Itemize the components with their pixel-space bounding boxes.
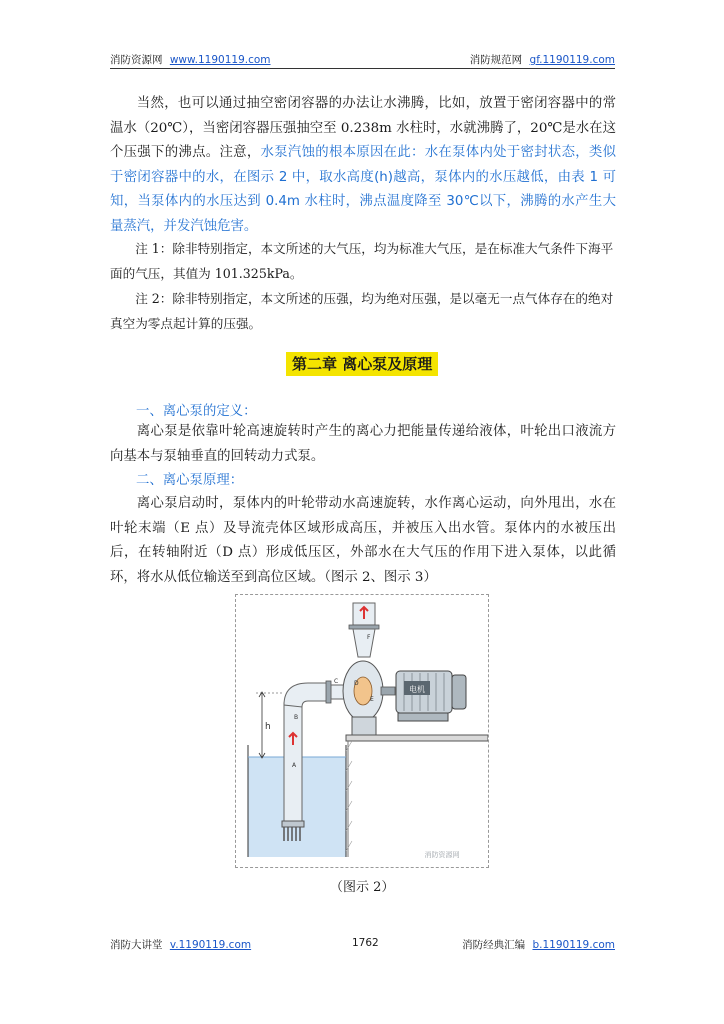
figure-caption: （图示 2） bbox=[330, 880, 395, 895]
footer-right-label: 消防经典汇编 bbox=[462, 939, 526, 951]
pump-base bbox=[352, 717, 376, 735]
pump-platform bbox=[346, 735, 488, 741]
pump-shaft bbox=[381, 687, 395, 695]
header-right-link[interactable]: gf.1190119.com bbox=[529, 54, 615, 66]
cavitation-highlight: 水泵汽蚀的根本原因在此：水在泵体内处于密封状态，类似于密闭容器中的水，在图示 2 中，取水高度(h)越高，泵体内的水压越低，由表 1 可知，当泵体内的水压达到 0.4m 水柱时，沸点温度降至 30℃以下，沸腾的水产生大量蒸汽，并发汽蚀危害。 bbox=[110, 145, 617, 234]
note-1: 注 1：除非特别指定，本文所述的大气压，均为标准大气压，是在标准大气条件下海平面的气压，其值为 101.325kPa。 bbox=[110, 241, 614, 281]
header-left-link[interactable]: www.1190119.com bbox=[169, 54, 271, 66]
discharge-flange bbox=[349, 625, 379, 629]
header-left-label: 消防资源网 bbox=[110, 54, 163, 66]
section-2-text: 离心泵启动时，泵体内的叶轮带动水高速旋转，水作离心运动，向外甩出，水在叶轮末端（E 点）及导流壳体区域形成高压，并被压入出水管。泵体内的水被压出后，在转轴附近（D 点）形成低压区，外部水在大气压的作用下进入泵体，以此循环，将水从低位输送至到高位区域。（图示 2、图示 3） bbox=[110, 496, 616, 585]
pump-diagram-figure bbox=[235, 594, 489, 868]
section-1-text: 离心泵是依靠叶轮高速旋转时产生的离心力把能量传递给液体，叶轮出口液流方向基本与泵轴垂直的回转动力式泵。 bbox=[110, 424, 616, 464]
footer-right-link[interactable]: b.1190119.com bbox=[532, 939, 615, 951]
centrifugal-pump-diagram bbox=[236, 595, 488, 867]
footer-left-label: 消防大讲堂 bbox=[110, 939, 163, 951]
footer-left-link[interactable]: v.1190119.com bbox=[169, 939, 252, 951]
section-2-title: 二、离心泵原理： bbox=[136, 473, 244, 488]
point-label-e: E bbox=[370, 696, 374, 703]
header-left bbox=[110, 52, 271, 67]
chapter-title: 第二章 离心泵及原理 bbox=[286, 352, 438, 376]
note-2: 注 2：除非特别指定，本文所述的压强，均为绝对压强，是以毫无一点气体存在的绝对真空为零点起计算的压强。 bbox=[110, 291, 614, 331]
point-label-c: C bbox=[334, 678, 339, 685]
point-label-d: D bbox=[354, 680, 359, 687]
suction-elbow bbox=[284, 683, 328, 707]
header-right-label: 消防规范网 bbox=[469, 54, 523, 66]
page-header bbox=[110, 52, 615, 69]
motor-fan-cover bbox=[452, 675, 466, 709]
page-number: 1762 bbox=[352, 937, 379, 949]
figure-watermark: 消防资源网 bbox=[424, 851, 460, 859]
section-1-title: 一、离心泵的定义： bbox=[136, 404, 257, 419]
point-label-a: A bbox=[292, 762, 297, 769]
discharge-cone bbox=[353, 629, 375, 657]
motor-feet bbox=[398, 713, 448, 721]
paragraph-boiling-text: 当然，也可以通过抽空密闭容器的办法让水沸腾，比如，放置于密闭容器中的常温水（20℃），当密闭容器压强抽空至 0.238m 水柱时，水就沸腾了，20℃是水在这个压强下的沸点。注意， bbox=[110, 96, 616, 160]
footer-left bbox=[110, 937, 251, 952]
motor-label: 电机 bbox=[409, 685, 425, 694]
point-label-b: B bbox=[294, 714, 299, 721]
page-footer bbox=[110, 937, 615, 953]
header-right bbox=[470, 52, 615, 67]
inlet-flange bbox=[326, 681, 331, 703]
height-label: h bbox=[265, 722, 271, 732]
footer-right bbox=[462, 937, 615, 952]
foot-valve bbox=[282, 821, 304, 827]
point-label-f: F bbox=[367, 634, 371, 641]
paragraph-boiling bbox=[110, 92, 616, 239]
ground-hatch bbox=[346, 741, 352, 857]
